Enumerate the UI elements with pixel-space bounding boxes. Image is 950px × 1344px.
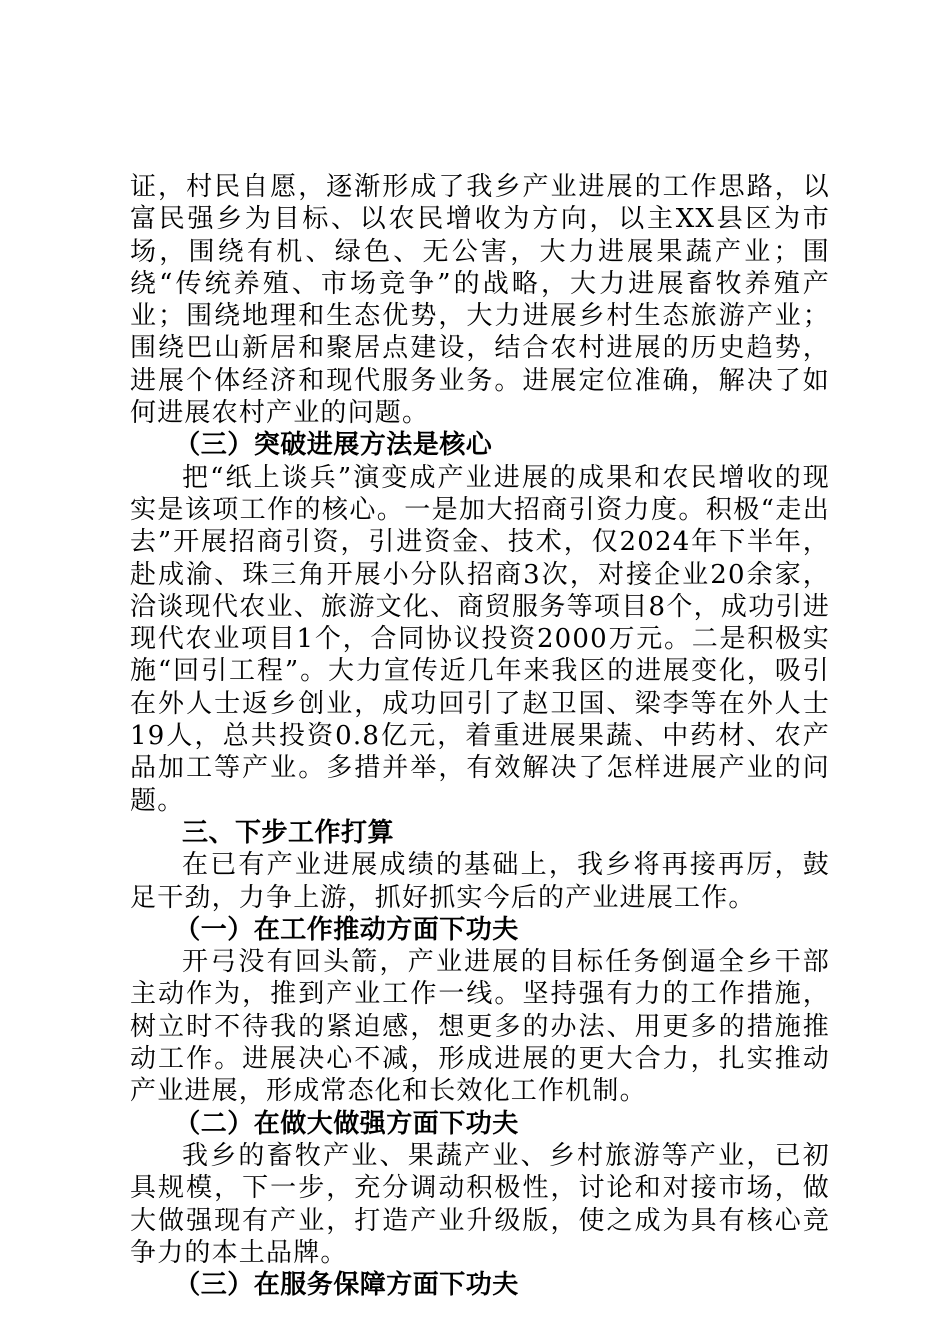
body-paragraph: 在已有产业进展成绩的基础上，我乡将再接再厉，鼓足干劲，力争上游，抓好抓实今后的产业进展工作。 <box>130 850 830 913</box>
section-subheading: （二）在做大做强方面下功夫 <box>174 1108 519 1139</box>
document-page <box>130 171 830 1301</box>
section-subheading: （三）突破进展方法是核心 <box>174 430 493 461</box>
section-subheading: （三）在服务保障方面下功夫 <box>174 1270 519 1301</box>
section-heading: 三、下步工作打算 <box>182 817 395 848</box>
body-paragraph: 证，村民自愿，逐渐形成了我乡产业进展的工作思路，以富民强乡为目标、以农民增收为方向，以主XX县区为市场，围绕有机、绿色、无公害，大力进展果蔬产业；围绕“传统养殖、市场竞争”的战略，大力进展畜牧养殖产业；围绕地理和生态优势，大力进展乡村生态旅游产业；围绕巴山新居和聚居点建设，结合农村进展的历史趋势，进展个体经济和现代服务业务。进展定位准确，解决了如何进展农村产业的问题。 <box>130 172 830 429</box>
section-subheading: （一）在工作推动方面下功夫 <box>174 914 519 945</box>
body-paragraph: 开弓没有回头箭，产业进展的目标任务倒逼全乡干部主动作为，推到产业工作一线。坚持强有力的工作措施，树立时不待我的紧迫感，想更多的办法、用更多的措施推动工作。进展决心不减，形成进展的更大合力，扎实推动产业进展，形成常态化和长效化工作机制。 <box>130 947 830 1107</box>
body-paragraph: 我乡的畜牧产业、果蔬产业、乡村旅游等产业，已初具规模，下一步，充分调动积极性，讨论和对接市场，做大做强现有产业，打造产业升级版，使之成为具有核心竞争力的本土品牌。 <box>130 1140 830 1268</box>
body-paragraph: 把“纸上谈兵”演变成产业进展的成果和农民增收的现实是该项工作的核心。一是加大招商引资力度。积极“走出去”开展招商引资，引进资金、技术，仅2024年下半年，赴成渝、珠三角开展小分队招商3次，对接企业20余家，洽谈现代农业、旅游文化、商贸服务等项目8个，成功引进现代农业项目1个，合同协议投资2000万元。二是积极实施“回引工程”。大力宣传近几年来我区的进展变化，吸引在外人士返乡创业，成功回引了赵卫国、梁李等在外人士19人，总共投资0.8亿元，着重进展果蔬、中药材、农产品加工等产业。多措并举，有效解决了怎样进展产业的问题。 <box>130 462 830 816</box>
